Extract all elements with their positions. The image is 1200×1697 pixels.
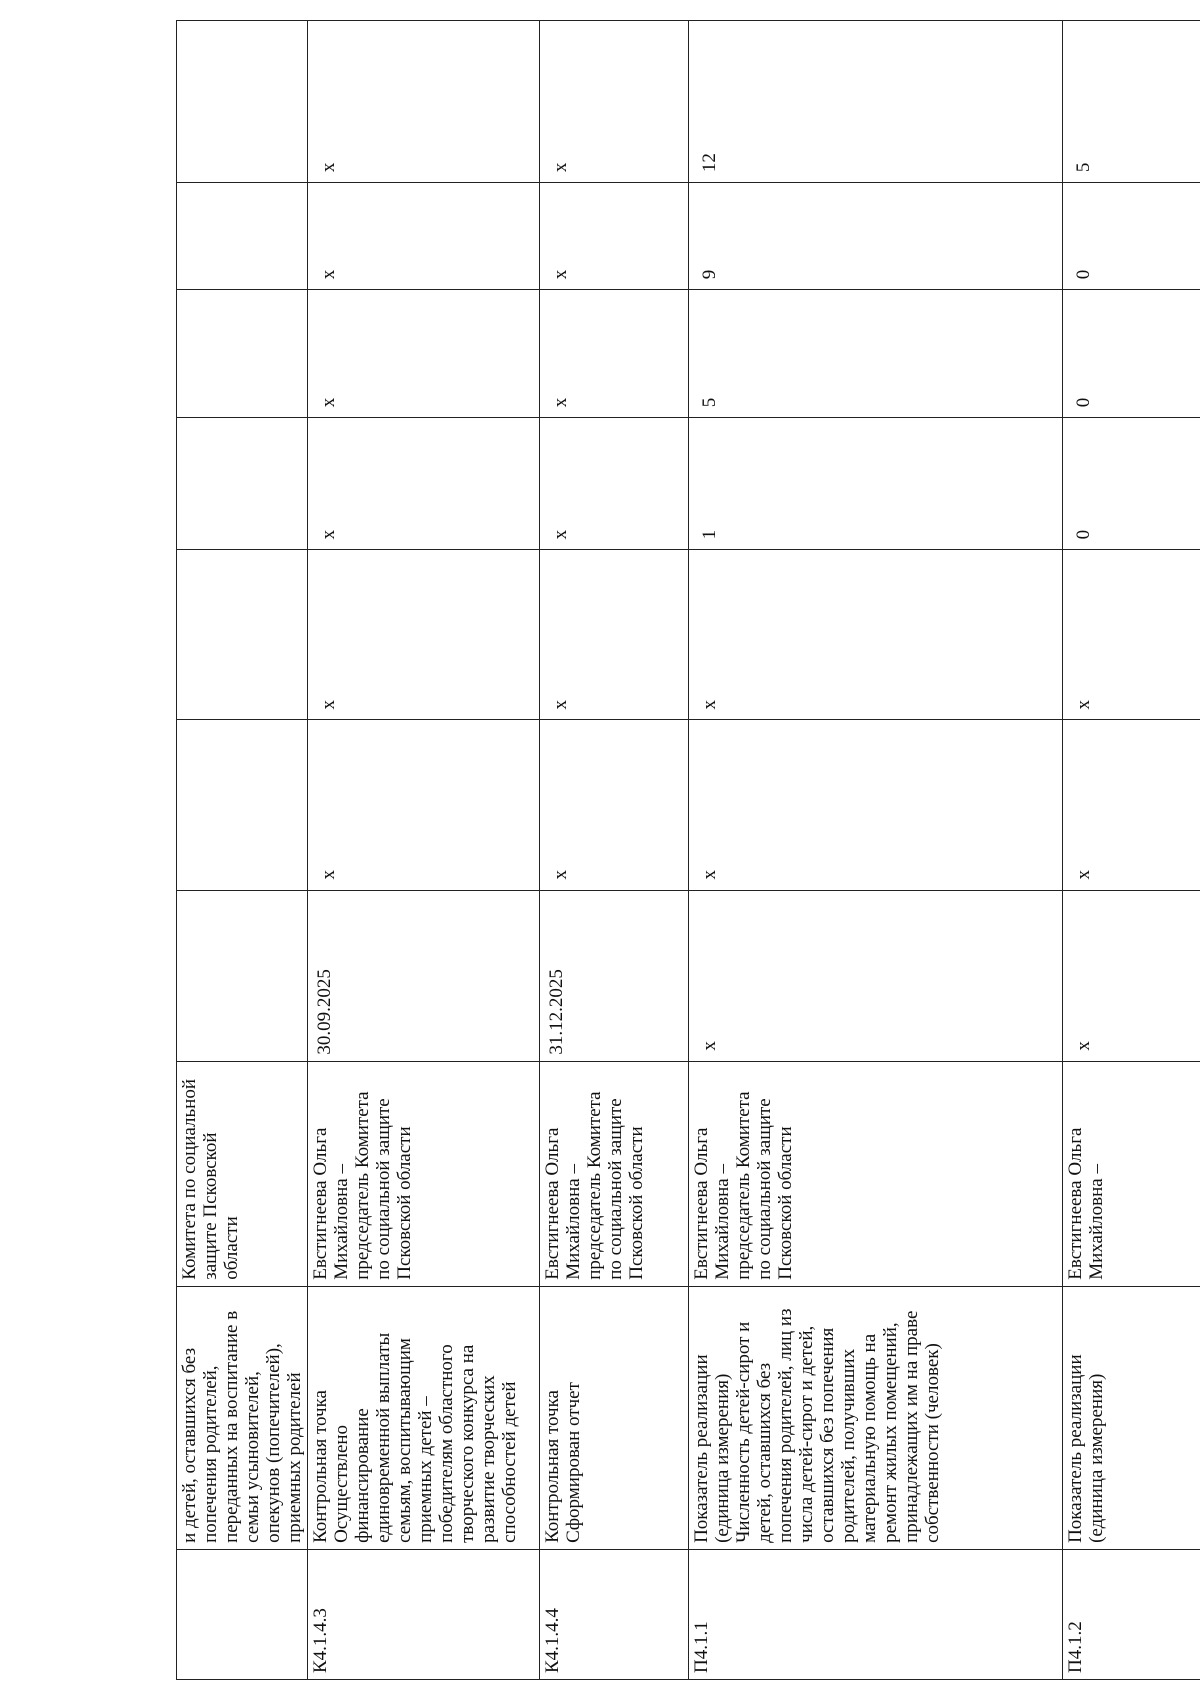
row-value-5: 9 [689, 183, 1063, 290]
row-name: Показатель реализации (единица измерения) [1063, 1286, 1200, 1549]
row-value-5: x [308, 183, 540, 290]
row-value-3: x [540, 418, 689, 550]
row-value-4: x [540, 290, 689, 418]
row-value-4: 5 [689, 290, 1063, 418]
row-code: К4.1.4.3 [308, 1549, 540, 1679]
row-code [177, 1549, 308, 1679]
row-value-2: x [1063, 550, 1200, 720]
row-value-4: x [308, 290, 540, 418]
row-value-3: x [308, 418, 540, 550]
row-value-2: x [689, 550, 1063, 720]
row-code: П4.1.1 [689, 1549, 1063, 1679]
row-value-6: 12 [689, 21, 1063, 183]
table-row [308, 21, 540, 1680]
row-code: К4.1.4.4 [540, 1549, 689, 1679]
table-row [540, 21, 689, 1680]
row-value-3: 1 [689, 418, 1063, 550]
rotated-table-page [176, 20, 1200, 1680]
row-value-5 [177, 183, 308, 290]
row-value-2: x [308, 550, 540, 720]
row-date: x [1063, 890, 1200, 1061]
row-value-2: x [540, 550, 689, 720]
row-value-1 [177, 720, 308, 890]
row-value-6 [177, 21, 308, 183]
control-points-table [176, 20, 1200, 1680]
row-name: Контрольная точка Осуществлено финансирование единовременной выплаты семьям, воспитывающим приемных детей – победителям областного творческого конкурса на развитие творческих способностей детей [308, 1286, 540, 1549]
row-value-4 [177, 290, 308, 418]
row-responsible: Евстигнеева Ольга Михайловна – председатель Комитета по социальной защите Псковской области [689, 1061, 1063, 1286]
row-value-1: x [540, 720, 689, 890]
table-row [689, 21, 1063, 1680]
row-date: 30.09.2025 [308, 890, 540, 1061]
row-responsible: Евстигнеева Ольга Михайловна – председатель Комитета по социальной защите Псковской области [308, 1061, 540, 1286]
row-code: П4.1.2 [1063, 1549, 1200, 1679]
row-value-6: 5 [1063, 21, 1200, 183]
row-name: и детей, оставшихся без попечения родителей, переданных на воспитание в семьи усыновителей, опекунов (попечителей), приемных родителей [177, 1286, 308, 1549]
row-value-6: x [308, 21, 540, 183]
row-value-3 [177, 418, 308, 550]
table-row [177, 21, 308, 1680]
row-value-4: 0 [1063, 290, 1200, 418]
table-row [1063, 21, 1200, 1680]
row-value-6: x [540, 21, 689, 183]
row-value-3: 0 [1063, 418, 1200, 550]
row-value-5: x [540, 183, 689, 290]
row-value-2 [177, 550, 308, 720]
row-responsible: Евстигнеева Ольга Михайловна – председатель Комитета по социальной защите Псковской области [540, 1061, 689, 1286]
row-name: Контрольная точка Сформирован отчет [540, 1286, 689, 1549]
row-date [177, 890, 308, 1061]
row-date: 31.12.2025 [540, 890, 689, 1061]
row-value-1: x [308, 720, 540, 890]
row-value-1: x [689, 720, 1063, 890]
row-value-1: x [1063, 720, 1200, 890]
row-value-5: 0 [1063, 183, 1200, 290]
row-name: Показатель реализации (единица измерения) Численность детей-сирот и детей, оставшихся без попечения родителей, лиц из числа детей-сирот и детей, оставшихся без попечения родителей, получивших материальную помощь на ремонт жилых помещений, принадлежащих им на праве собственности (человек) [689, 1286, 1063, 1549]
row-responsible: Комитета по социальной защите Псковской области [177, 1061, 308, 1286]
row-date: x [689, 890, 1063, 1061]
row-responsible: Евстигнеева Ольга Михайловна – [1063, 1061, 1200, 1286]
